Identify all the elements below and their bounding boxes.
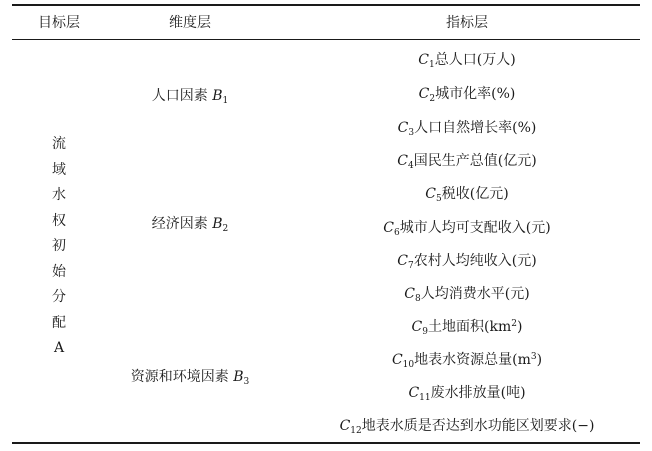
- dimension-subscript: 2: [222, 224, 229, 234]
- indicator-symbol: C: [404, 286, 416, 302]
- indicator-symbol: C: [397, 120, 409, 136]
- indicator-subscript: 12: [350, 426, 362, 436]
- goal-cell: [49, 132, 69, 362]
- indicator-superscript: 2: [511, 319, 517, 329]
- indicator-cell: [412, 316, 523, 336]
- indicator-subscript: 11: [419, 393, 431, 403]
- indicator-text: 城市人均可支配收入(元): [399, 220, 551, 236]
- goal-char: 配: [52, 314, 66, 331]
- indicator-symbol: C: [397, 253, 409, 269]
- indicator-text: 城市化率(%): [435, 86, 516, 102]
- dimension-name: 人口因素: [151, 88, 208, 104]
- indicator-text: 国民生产总值(亿元): [413, 153, 537, 169]
- dimension-cell: [152, 85, 228, 105]
- indicator-subscript: 8: [415, 294, 421, 304]
- indicator-subscript: 2: [429, 94, 436, 104]
- indicator-cell: [340, 415, 595, 435]
- goal-char: 水: [52, 187, 66, 203]
- indicator-text: 总人口(万人): [434, 52, 516, 68]
- dimension-cell: [152, 213, 228, 233]
- goal-char: 权: [52, 212, 66, 229]
- indicator-text: 废水排放量(吨): [430, 385, 526, 401]
- dimension-cell: [131, 366, 249, 386]
- indicator-subscript: 3: [408, 128, 415, 138]
- indicator-cell: [383, 217, 550, 237]
- dimension-symbol: B: [212, 216, 223, 232]
- dimension-name: 资源和环境因素: [130, 369, 229, 385]
- indicator-subscript: 10: [402, 360, 415, 370]
- indicator-subscript: 9: [422, 327, 429, 337]
- indicator-cell: [392, 349, 542, 369]
- table-header-rule: [12, 39, 640, 40]
- indicator-text: 税收(亿元): [441, 186, 509, 202]
- indicator-cell: [418, 49, 515, 69]
- header-goal-layer: 目标层: [38, 15, 80, 31]
- indicator-cell: [404, 283, 529, 303]
- header-indicator-layer: 指标层: [446, 15, 488, 31]
- indicator-cell: [398, 117, 537, 137]
- header-dimension-layer: 维度层: [169, 15, 211, 31]
- indicator-subscript: 7: [408, 261, 414, 271]
- indicator-cell: [397, 150, 536, 170]
- indicator-cell: [408, 382, 525, 402]
- indicator-subscript: 4: [408, 161, 414, 171]
- indicator-text: 土地面积(km: [428, 319, 512, 335]
- indicator-cell: [419, 83, 516, 103]
- goal-char: A: [53, 340, 65, 356]
- indicator-symbol: C: [408, 385, 420, 401]
- table-top-rule: [12, 4, 640, 6]
- dimension-name: 经济因素: [151, 216, 208, 232]
- indicator-superscript: 3: [530, 352, 537, 362]
- dimension-subscript: 1: [222, 96, 229, 106]
- indicator-subscript: 6: [394, 228, 400, 238]
- indicator-subscript: 1: [429, 60, 435, 70]
- indicator-text: 地表水质是否达到水功能区划要求(−): [361, 418, 595, 434]
- indicator-text-after: ): [536, 352, 543, 368]
- goal-char: 初: [52, 238, 66, 254]
- indicator-symbol: C: [339, 418, 351, 434]
- indicator-text: 人口自然增长率(%): [414, 120, 537, 136]
- dimension-symbol: B: [233, 369, 244, 385]
- goal-char: 域: [52, 161, 66, 178]
- goal-char: 分: [52, 289, 66, 305]
- indicator-symbol: C: [383, 220, 395, 236]
- indicator-text: 人均消费水平(元): [420, 286, 530, 302]
- goal-char: 流: [52, 136, 66, 152]
- table-bottom-rule: [12, 442, 640, 444]
- indicator-symbol: C: [418, 86, 430, 102]
- goal-char: 始: [52, 263, 66, 280]
- indicator-cell: [425, 183, 508, 203]
- dimension-subscript: 3: [243, 377, 250, 387]
- indicator-symbol: C: [418, 52, 430, 68]
- indicator-symbol: C: [397, 153, 409, 169]
- indicator-subscript: 5: [436, 194, 442, 204]
- indicator-symbol: C: [391, 352, 403, 368]
- indicator-symbol: C: [411, 319, 423, 335]
- indicator-cell: [397, 250, 536, 270]
- indicator-text: 农村人均纯收入(元): [413, 253, 537, 269]
- indicator-text-after: ): [516, 319, 523, 335]
- indicator-text: 地表水资源总量(m: [414, 352, 531, 368]
- indicator-symbol: C: [425, 186, 437, 202]
- dimension-symbol: B: [212, 88, 223, 104]
